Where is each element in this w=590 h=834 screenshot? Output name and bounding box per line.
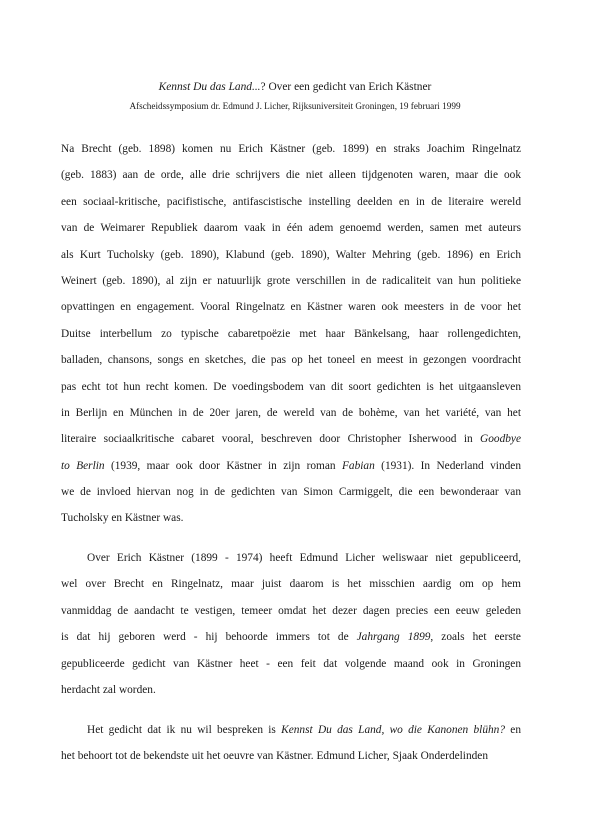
paragraph-3: [61, 717, 521, 770]
text-run: van de Weimarer Republiek daarom vaak in één adem genoemd werden, samen met auteurs: [61, 222, 521, 235]
text-line: [61, 268, 521, 294]
paragraph-1: [61, 136, 521, 532]
italic-text: Fabian: [342, 459, 375, 472]
italic-text: Jahrgang 1899: [356, 631, 431, 644]
text-line: [61, 743, 521, 769]
text-run: Over Erich Kästner (1899 - 1974) heeft Edmund Licher weliswaar niet gepubliceerd,: [87, 552, 521, 564]
text-run: balladen, chansons, songs en sketches, die pas op het toneel en meest in gezongen voordracht: [61, 354, 521, 367]
paragraph-2: [61, 545, 521, 703]
text-run: en: [505, 724, 522, 736]
text-run: Het gedicht dat ik nu wil bespreken is: [87, 724, 282, 736]
text-run: Tucholsky en Kästner was.: [61, 512, 184, 525]
text-line: [61, 624, 521, 650]
text-line: [61, 677, 521, 703]
text-run: het behoort tot de bekendste uit het oeuvre van Kästner. Edmund Licher, Sjaak Onderdelinden: [61, 750, 489, 763]
text-line: [61, 545, 521, 571]
text-line: [61, 374, 521, 400]
text-run: (1939, maar ook door Kästner in zijn roman: [104, 459, 342, 472]
text-line: [61, 453, 521, 479]
text-line: [61, 598, 521, 624]
text-line: [61, 215, 521, 241]
text-line: [61, 571, 521, 597]
italic-text: to Berlin: [61, 459, 105, 472]
text-run: we de invloed hiervan nog in de gedichten van Simon Carmiggelt, die een bewonderaar van: [61, 486, 521, 499]
text-run: opvattingen en engagement. Vooral Ringelnatz en Kästner waren ook meesters in de voor het: [61, 301, 521, 314]
text-line: [61, 242, 521, 268]
italic-text: Kennst Du das Land, wo die Kanonen blühn?: [281, 724, 506, 736]
text-line: [61, 162, 521, 188]
title-italic-part: Kennst Du das Land...: [158, 81, 261, 93]
text-run: een sociaal-kritische, pacifistische, antifascistische instelling deelden en in de literaire wereld: [61, 195, 521, 208]
text-run: literaire sociaalkritische cabaret vooral, beschreven door Christopher Isherwood in: [61, 433, 481, 446]
text-run: vanmiddag de aandacht te vestigen, temeer omdat het dezer dagen precies een eeuw geleden: [61, 604, 521, 617]
text-line: [61, 189, 521, 215]
title-rest: ? Over een gedicht van Erich Kästner: [260, 81, 432, 93]
text-line: [61, 717, 521, 743]
text-line: [61, 136, 521, 162]
text-run: , zoals het eerste: [430, 631, 521, 644]
text-line: [61, 651, 521, 677]
text-run: pas echt tot hun recht komen. De voedingsbodem van dit soort gedichten is het uitgaansleven: [61, 380, 521, 393]
text-line: [61, 505, 521, 531]
text-line: [61, 321, 521, 347]
text-run: Duitse interbellum zo typische cabaretpoëzie met haar Bänkelsang, haar rollengedichten,: [61, 327, 521, 340]
document-title: [0, 81, 590, 93]
text-run: herdacht zal worden.: [61, 683, 156, 696]
text-run: is dat hij geboren werd - hij behoorde immers tot de: [61, 631, 357, 644]
text-run: Weinert (geb. 1890), al zijn er natuurlijk grote verschillen in de radicaliteit van hun politieke: [61, 274, 521, 287]
document-subtitle: Afscheidssymposium dr. Edmund J. Licher, Rijksuniversiteit Groningen, 19 februari 1999: [129, 101, 461, 111]
italic-text: Goodbye: [480, 433, 521, 446]
text-run: Na Brecht (geb. 1898) komen nu Erich Kästner (geb. 1899) en straks Joachim Ringelnatz: [61, 143, 521, 155]
text-run: gepubliceerde gedicht van Kästner heet - een feit dat volgende maand ook in Groningen: [61, 657, 521, 670]
text-run: wel over Brecht en Ringelnatz, maar juist daarom is het misschien aardig om op hem: [61, 578, 521, 591]
text-run: als Kurt Tucholsky (geb. 1890), Klabund (geb. 1890), Walter Mehring (geb. 1896) en Erich: [61, 248, 521, 261]
text-line: [61, 426, 521, 452]
text-run: in Berlijn en München in de 20er jaren, de wereld van de bohème, van het variété, van het: [61, 406, 521, 419]
text-line: [61, 294, 521, 320]
text-line: [61, 347, 521, 373]
text-line: [61, 479, 521, 505]
text-run: (geb. 1883) aan de orde, alle drie schrijvers die niet alleen tijdgenoten waren, maar die ook: [61, 169, 521, 182]
text-run: (1931). In Nederland vinden: [374, 459, 521, 472]
text-line: [61, 400, 521, 426]
